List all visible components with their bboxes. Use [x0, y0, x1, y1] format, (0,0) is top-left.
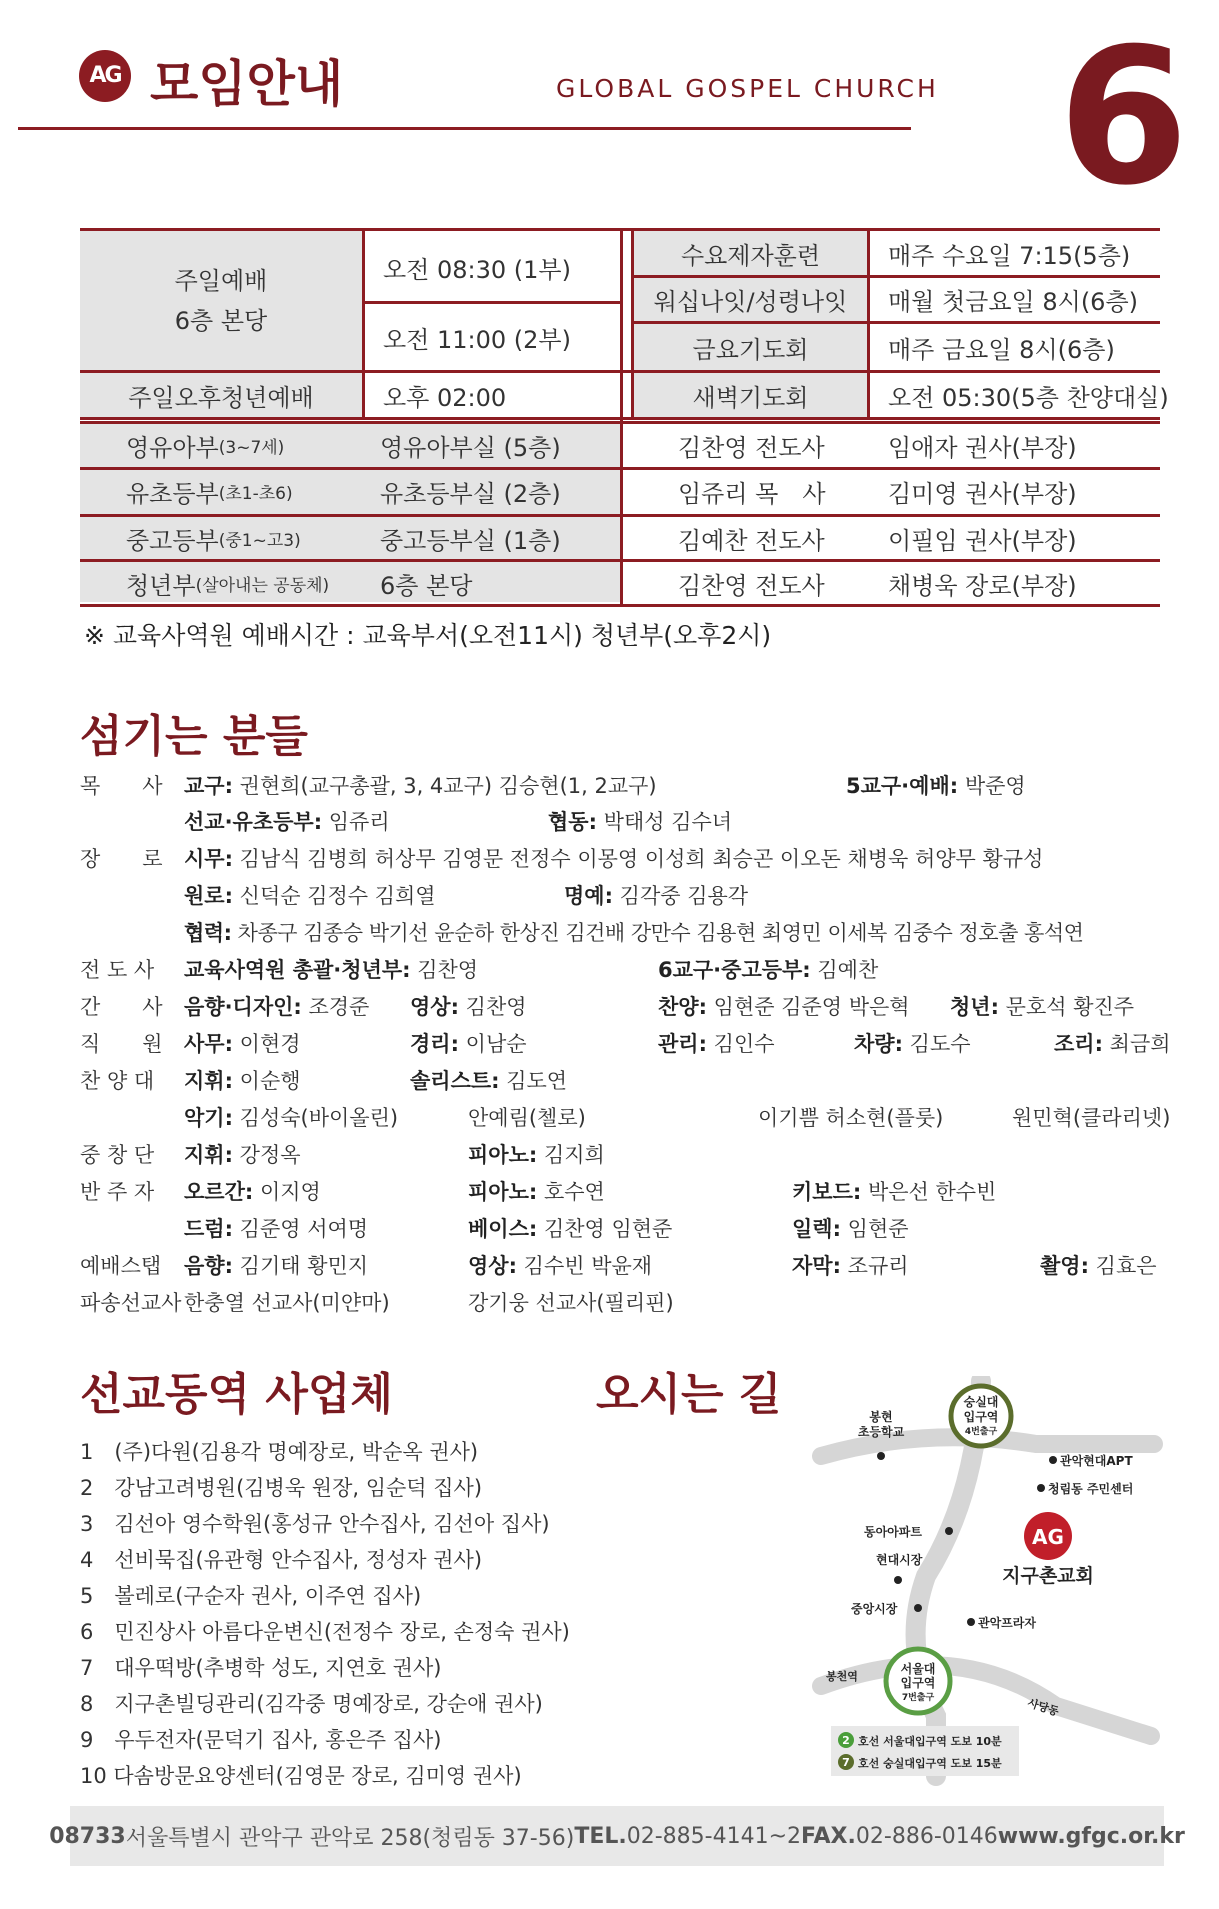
right-value-2: 매주 금요일 8시(6층) [888, 335, 1115, 364]
staff-heading: 섬기는 분들 [80, 711, 308, 762]
dept-room-3: 6층 본당 [380, 571, 473, 600]
right-arrow-label: 사당동 [1026, 1696, 1061, 1719]
business-item: 8 지구촌빌딩관리(김각중 명예장로, 강순애 권사) [80, 1692, 543, 1716]
business-heading: 선교동역 사업체 [80, 1369, 393, 1420]
line2-number: 2 [842, 1734, 850, 1747]
role-accompanist: 반 주 자 [80, 1180, 155, 1204]
footer-fax-label: FAX. [801, 1823, 856, 1849]
role-employee: 직 원 [80, 1032, 163, 1056]
worship-staff-d: 촬영: 김효은 [1040, 1254, 1157, 1278]
choir-b: 솔리스트: 김도연 [410, 1069, 568, 1093]
location-map [806, 1376, 1166, 1786]
worship-staff-b: 영상: 김수빈 박윤재 [468, 1254, 653, 1278]
accomp-d: 드럼: 김준영 서여명 [184, 1217, 369, 1241]
business-item: 6 민진상사 아름다운변신(전정수 장로, 손정숙 권사) [80, 1620, 570, 1644]
station-bottom-line2: 입구역 [900, 1676, 936, 1690]
sunday-service-title: 주일예배 [174, 266, 268, 295]
school-line1: 봉현 [869, 1410, 893, 1424]
accomp-c: 키보드: 박은선 한수빈 [792, 1180, 997, 1204]
missionary-b: 강기웅 선교사(필리핀) [468, 1291, 674, 1315]
schedule-table [80, 228, 1169, 608]
grid-line [620, 228, 623, 606]
right-label-1: 워십나잇/성령나잇 [634, 278, 867, 321]
dept-pastor-0: 김찬영 전도사 [678, 433, 825, 462]
dept-leader-3: 채병욱 장로(부장) [888, 571, 1077, 600]
footer-address: 서울특별시 관악구 관악로 258(청림동 37-56) [125, 1825, 575, 1851]
employee-d: 차량: 김도수 [854, 1032, 971, 1056]
station-top-line1: 숭실대 [963, 1395, 999, 1409]
footer-tel-label: TEL. [574, 1823, 627, 1849]
role-elder: 장 로 [80, 847, 163, 871]
dept-name-1: 유초등부 (초1-초6) [126, 479, 293, 508]
right-label-3: 새벽기도회 [634, 373, 867, 417]
evangelist-b: 6교구·중고등부: 김예찬 [658, 958, 879, 982]
dept-room-1: 유초등부실 (2층) [380, 479, 561, 508]
dept-name-3: 청년부 (살아내는 공동체) [126, 571, 330, 600]
dept-room-0: 영유아부실 (5층) [380, 433, 561, 462]
page-title: 모임안내 [150, 55, 344, 113]
dept-pastor-2: 김예찬 전도사 [678, 526, 825, 555]
market1-label: 현대시장 [876, 1553, 923, 1567]
worship-staff-c: 자막: 조규리 [792, 1254, 909, 1278]
role-choir: 찬 양 대 [80, 1069, 155, 1093]
elder-row3: 협력: 차종구 김종승 박기선 윤순하 한상진 김건배 강만수 김용현 최영민 이세복 김중수 정호출 홍석연 [184, 921, 1084, 945]
directions-heading: 오시는 길 [596, 1369, 782, 1420]
church-logo: AG [79, 50, 131, 102]
employee-c: 관리: 김인수 [658, 1032, 775, 1056]
grid-line [634, 321, 1160, 324]
station-top-line2: 입구역 [963, 1410, 999, 1424]
pastor-row2b: 협동: 박태성 김수녀 [548, 810, 733, 834]
market1-dot [894, 1576, 902, 1584]
choir-d: 안예림(첼로) [468, 1106, 586, 1130]
dong-apt-dot [945, 1527, 953, 1535]
footer-tel: 02-885-4141~2 [626, 1823, 802, 1849]
pastor-row2a: 선교·유초등부: 임쥬리 [184, 810, 390, 834]
business-item: 7 대우떡방(추병학 성도, 지연호 권사) [80, 1656, 442, 1680]
dept-name-0: 영유아부 (3~7세) [126, 433, 285, 462]
right-value-0: 매주 수요일 7:15(5층) [888, 241, 1131, 270]
right-value-1: 매월 첫금요일 8시(6층) [888, 288, 1138, 316]
line7-text: 호선 숭실대입구역 도보 15분 [858, 1757, 1002, 1770]
center-dot [1037, 1484, 1045, 1492]
worship-staff-a: 음향: 김기태 황민지 [184, 1254, 369, 1278]
right-label-2: 금요기도회 [634, 324, 867, 370]
employee-b: 경리: 이남순 [410, 1032, 527, 1056]
market2-label: 중앙시장 [851, 1602, 898, 1616]
choir-c: 악기: 김성숙(바이올린) [184, 1106, 399, 1130]
secretary-c: 찬양: 임현준 김준영 박은혁 [658, 995, 910, 1019]
role-chorus: 중 창 단 [80, 1143, 155, 1167]
role-missionary: 파송선교사 [80, 1291, 182, 1315]
grid-line [631, 228, 634, 418]
line7-number: 7 [842, 1756, 850, 1769]
accomp-e: 베이스: 김찬영 임현준 [468, 1217, 673, 1241]
station-bottom-line3: 7번출구 [901, 1693, 935, 1703]
choir-a: 지휘: 이순행 [184, 1069, 301, 1093]
station-bottom-line1: 서울대 [900, 1662, 936, 1676]
secretary-a: 음향·디자인: 조경준 [184, 995, 370, 1019]
market2-dot [914, 1604, 922, 1612]
accomp-a: 오르간: 이지영 [184, 1180, 321, 1204]
role-pastor: 목 사 [80, 774, 163, 798]
apt-dot [1049, 1456, 1057, 1464]
schedule-note: ※ 교육사역원 예배시간 : 교육부서(오전11시) 청년부(오후2시) [84, 621, 772, 650]
grid-line [867, 228, 870, 418]
elder-row2a: 원로: 신덕순 김정수 김희열 [184, 884, 436, 908]
sunday-second-time: 오전 11:00 (2부) [383, 325, 571, 354]
elder-row2b: 명예: 김각중 김용각 [564, 884, 749, 908]
line2-text: 호선 서울대입구역 도보 10분 [858, 1735, 1002, 1748]
sunday-service-location: 6층 본당 [174, 306, 268, 335]
chorus-b: 피아노: 김지희 [468, 1143, 605, 1167]
role-worship-staff: 예배스탭 [80, 1254, 162, 1278]
employee-e: 조리: 최금희 [1054, 1032, 1171, 1056]
business-item: 5 볼레로(구순자 권사, 이주연 집사) [80, 1584, 422, 1608]
footer-bar [49, 1806, 1185, 1866]
right-value-3: 오전 05:30(5층 찬양대실) [888, 383, 1169, 412]
dept-leader-2: 이필임 권사(부장) [888, 526, 1077, 555]
footer-fax: 02-886-0146 [855, 1823, 998, 1849]
issue-number: 6 [1058, 8, 1189, 227]
plaza-dot [967, 1618, 975, 1626]
choir-e: 이기쁨 허소현(플룻) [758, 1106, 944, 1130]
church-name: GLOBAL GOSPEL CHURCH [556, 74, 939, 103]
footer-website[interactable]: www.gfgc.or.kr [997, 1823, 1185, 1849]
school-dot [877, 1452, 885, 1460]
left-arrow-label: 봉천역 [826, 1670, 858, 1683]
dept-pastor-3: 김찬영 전도사 [678, 571, 825, 600]
right-label-0: 수요제자훈련 [634, 231, 867, 275]
employee-a: 사무: 이현경 [184, 1032, 301, 1056]
dept-pastor-1: 임쥬리 목 사 [678, 479, 826, 508]
role-evangelist: 전 도 사 [80, 958, 155, 982]
accomp-f: 일렉: 임현준 [792, 1217, 909, 1241]
evangelist-a: 교육사역원 총괄·청년부: 김찬영 [184, 958, 479, 982]
dept-room-2: 중고등부실 (1층) [380, 526, 561, 555]
pastor-row1b: 5교구·예배: 박준영 [846, 774, 1026, 798]
church-map-name: 지구촌교회 [1002, 1565, 1094, 1587]
dong-apt-label: 동아아파트 [864, 1525, 922, 1539]
role-secretary: 간 사 [80, 995, 163, 1019]
pastor-row1a: 교구: 권현희(교구총괄, 3, 4교구) 김승현(1, 2교구) [184, 774, 657, 798]
missionary-a: 한충열 선교사(미얀마) [184, 1291, 390, 1315]
youth-service-time: 오후 02:00 [383, 383, 507, 412]
dept-name-2: 중고등부 (중1~고3) [126, 526, 301, 555]
accomp-b: 피아노: 호수연 [468, 1180, 605, 1204]
chorus-a: 지휘: 강정옥 [184, 1143, 301, 1167]
business-item: 4 선비묵집(유관형 안수집사, 정성자 권사) [80, 1548, 483, 1572]
business-item: 9 우두전자(문덕기 집사, 홍은주 집사) [80, 1728, 442, 1752]
header-divider [18, 127, 911, 130]
youth-service-label: 주일오후청년예배 [80, 373, 362, 417]
dept-leader-1: 김미영 권사(부장) [888, 479, 1077, 508]
station-top-line3: 4번출구 [964, 1427, 998, 1437]
choir-f: 원민혁(클라리넷) [1012, 1106, 1171, 1130]
dept-leader-0: 임애자 권사(부장) [888, 433, 1077, 462]
apt-label: 관악현대APT [1060, 1454, 1133, 1468]
grid-line [362, 301, 620, 304]
secretary-b: 영상: 김찬영 [410, 995, 527, 1019]
sunday-first-time: 오전 08:30 (1부) [383, 255, 571, 284]
grid-line [634, 275, 1160, 278]
sunday-service-label [80, 231, 362, 370]
elder-row1: 시무: 김남식 김병희 허상무 김영문 전정수 이몽영 이성희 최승곤 이오돈 채병욱 허양무 황규성 [184, 847, 1044, 871]
business-item: 10 다솜방문요양센터(김영문 장로, 김미영 권사) [80, 1764, 522, 1788]
business-item: 3 김선아 영수학원(홍성규 안수집사, 김선아 집사) [80, 1512, 550, 1536]
plaza-label: 관악프라자 [978, 1616, 1036, 1630]
school-line2: 초등학교 [857, 1425, 905, 1439]
footer-zip: 08733 [49, 1823, 126, 1849]
business-item: 2 강남고려병원(김병욱 원장, 임순덕 집사) [80, 1476, 483, 1500]
secretary-d: 청년: 문호석 황진주 [950, 995, 1135, 1019]
church-map-logo-text: AG [1032, 1525, 1064, 1549]
grid-line [362, 228, 365, 418]
business-item: 1 (주)다원(김용각 명예장로, 박순옥 권사) [80, 1440, 479, 1464]
center-label: 청림동 주민센터 [1048, 1482, 1134, 1496]
